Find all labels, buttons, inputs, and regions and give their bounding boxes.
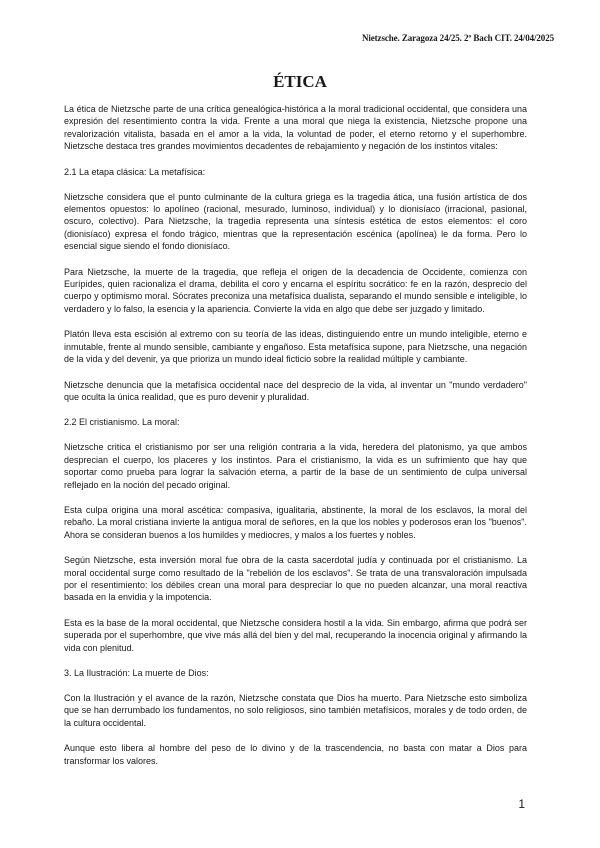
paragraph-inversion-moral: Según Nietzsche, esta inversión moral fue obra de la casta sacerdotal judía y continuada por el cristianismo. La moral occidental surge como resultado de la "rebelión de los esclavos". Se trata de una transvaloración impulsada por el resentimiento: los débiles crean una moral para despreciar lo que no pueden alcanzar, una moral reactiva basada en la envidia y la impotencia. xyxy=(64,555,527,603)
paragraph-intro: La ética de Nietzsche parte de una crítica genealógica-histórica a la moral tradicional occidental, que considera una expresión del resentimiento contra la vida. Frente a una moral que niega la existencia, Nietzsche propone una revalorización vitalista, basada en el amor a la vida, la voluntad de poder, el eterno retorno y el superhombre. Nietzsche destaca tres grandes movimientos decadentes de rebajamiento y negación de los instintos vitales: xyxy=(64,104,527,152)
paragraph-decadencia: Para Nietzsche, la muerte de la tragedia, que refleja el origen de la decadencia de Occidente, comienza con Eurípides, quien racionaliza el drama, debilita el coro y encarna el espíritu socrático: fe en la razón, desprecio del cuerpo y optimismo moral. Sócrates preconiza una metafísica dualista, separando el mundo sensible e inteligible, lo verdadero y lo falso, la esencia y la apariencia. Convierte la vida en algo que debe ser juzgado y limitado. xyxy=(64,266,527,314)
paragraph-transformar-valores: Aunque esto libera al hombre del peso de lo divino y de la trascendencia, no basta con matar a Dios para transformar los valores. xyxy=(64,743,527,766)
paragraph-muerte-dios: Con la Ilustración y el avance de la razón, Nietzsche constata que Dios ha muerto. Para Nietzsche esto simboliza que se han derrumbado los fundamentos, no solo religiosos, sino también metafísicos, morales y de todo orden, de la cultura occidental. xyxy=(64,693,527,728)
paragraph-tragedia: Nietzsche considera que el punto culminante de la cultura griega es la tragedia ática, una fusión artística de dos elementos opuestos: lo apolíneo (racional, mesurado, luminoso, individual) y lo dionisíaco (irracional, pasional, oscuro, colectivo). Para Nietzsche, la tragedia representa una síntesis estética de estos elementos: el coro (dionisíaco) expresa el fondo trágico, mientras que la representación escénica (apolínea) le da forma. Pero lo esencial sigue siendo el fondo dionisíaco. xyxy=(64,191,527,252)
page-title: ÉTICA xyxy=(273,72,327,91)
paragraph-platon: Platón lleva esta escisión al extremo con su teoría de las ideas, distinguiendo entre un mundo inteligible, eterno e inmutable, frente al mundo sensible, cambiante y engañoso. Esta metafísica supone, para Nietzsche, una negación de la vida y del devenir, ya que prioriza un mundo ideal ficticio sobre la realidad múltiple y cambiante. xyxy=(64,329,527,365)
paragraph-moral-ascetica: Esta culpa origina una moral ascética: compasiva, igualitaria, abstinente, la moral de los esclavos, la moral del rebaño. La moral cristiana invierte la antigua moral de señores, en la que los nobles y poderosos eran los "buenos". Ahora se consideran buenos a los humildes y mediocres, y malos a los fuertes y nobles. xyxy=(64,504,527,540)
document-body xyxy=(64,103,527,780)
section-heading-metafisica: 2.1 La etapa clásica: La metafísica: xyxy=(64,166,206,177)
section-heading-cristianismo: 2.2 El cristianismo. La moral: xyxy=(64,417,180,428)
section-heading-ilustracion: 3. La Ilustración: La muerte de Dios: xyxy=(64,668,209,678)
paragraph-metafisica-denuncia: Nietzsche denuncia que la metafísica occidental nace del desprecio de la vida, al inventar un "mundo verdadero" que oculta la única realidad, que es puro devenir y pluralidad. xyxy=(64,379,527,402)
paragraph-superhombre: Esta es la base de la moral occidental, que Nietzsche considera hostil a la vida. Sin embargo, afirma que podrá ser superada por el superhombre, que vive más allá del bien y del mal, recuperando la inocencia original y afirmando la vida con plenitud. xyxy=(64,617,527,653)
page-number: 1 xyxy=(518,797,525,811)
paragraph-cristianismo: Nietzsche critica el cristianismo por ser una religión contraria a la vida, heredera del platonismo, ya que ambos desprecian el cuerpo, los placeres y los instintos. Para el cristianismo, la vida es un sufrimiento que hay que soportar como prueba para lograr la salvación eterna, a partir de la base de un sentimiento de culpa universal reflejado en la noción del pecado original. xyxy=(64,442,527,490)
running-header: Nietzsche. Zaragoza 24/25. 2º Bach CIT. 24/04/2025 xyxy=(361,33,554,43)
